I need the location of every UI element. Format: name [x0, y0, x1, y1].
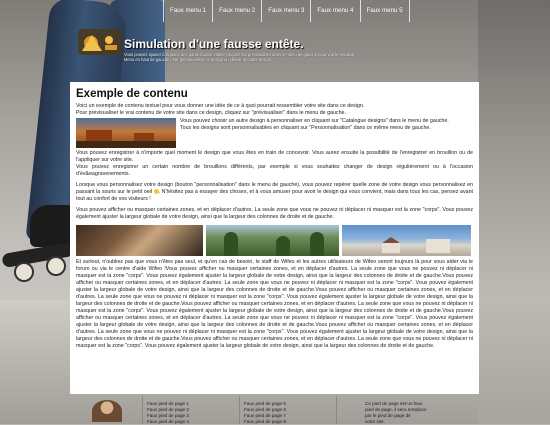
intro-paragraph-2: Pour prévisualiser le vrai contenu de votre site dans ce design, cliquez sur "prévisualiser" dans le menu de gauche.	[76, 109, 346, 116]
footer-note-line: Ce pied de page est un faux	[365, 401, 423, 406]
footer-note-line: pied de page, il sera remplacé	[365, 406, 427, 412]
image-side-text-1: Vous pouvez choisir un autre design à personnaliser en cliquant sur "Catalogue designs" dans le menu de gauche.	[180, 117, 449, 124]
header-subtitle	[124, 52, 424, 62]
gallery-image-2	[206, 225, 339, 256]
footer-column-3	[336, 396, 435, 424]
tree-shape	[310, 232, 324, 256]
tree-shape	[224, 232, 238, 256]
footer-link[interactable]: Faux pied de page 4	[147, 418, 189, 424]
background-wheel	[46, 256, 66, 276]
logo-icon	[78, 29, 122, 55]
nav-item-2[interactable]: Faux menu 2	[212, 0, 261, 22]
background-wheel	[14, 262, 34, 282]
nav-item-5[interactable]: Faux menu 5	[360, 0, 410, 22]
footer	[70, 396, 479, 424]
desert-image	[76, 118, 176, 148]
move-paragraph: Vous pouvez afficher ou masquer certaines zones, et en déplacer d'autres. La seule zone que vous ne pouvez ni déplacer ni masquer est la zone "corps". Vous pouvez également ajuster la largeur globale de votre design, ainsi que la largeur des colonnes de droite et de gauche.	[76, 206, 473, 220]
header-subtitle-line-2: Menu en haut de gauche pour personnaliser ce design ou choisir un autre design.	[124, 57, 273, 63]
ground-shape	[76, 141, 176, 148]
customize-paragraph-a: Lorsque vous personnalisez votre design (bouton "personnalisation" dans le menu de gauche), vous pouvez repérer quelle zone de votre design vous personnalisez en passant la souris sur le petit oeil	[76, 181, 473, 195]
top-nav	[163, 0, 410, 22]
tree-shape	[276, 236, 290, 256]
footer-link[interactable]: Faux pied de page 3	[147, 412, 189, 418]
intro-paragraph-1: Voici un exemple de contenu textuel pour vous donner une idée de ce à quoi pourrait ressembler votre site dans ce design.	[76, 103, 365, 109]
footer-note-line: votre site.	[365, 418, 385, 424]
header-subtitle-line-1: Vous pouvez ajouter à la place une partie fausse entête (cliquez sur prévisualiser dans le menu de gauche pour voir le résultat).	[124, 52, 356, 57]
save-paragraph-1: Vous pouvez enregistrer à n'importe quel moment le design que vous êtes en train de concevoir. Vous aurez ensuite la possibilité de l'enregistrer en brouillon ou de l'appliquer sur votre site.	[76, 149, 473, 163]
image-side-text-2: Tous les designs sont personnalisables en cliquant sur "Personnalisation" dans ce même menu de gauche.	[180, 124, 431, 131]
save-paragraph-2: Vous pouvez enregistrer un certain nombre de brouillons différents, par exemple si vous souhaitez changer de design régulièrement ou à l'occasion d'év&eagravenements.	[76, 163, 473, 177]
footer-column-1	[142, 396, 239, 424]
house-shape	[426, 239, 450, 253]
footer-link[interactable]: Faux pied de page 8	[244, 418, 286, 424]
footer-avatar-image	[92, 400, 122, 422]
content-body	[70, 82, 479, 394]
footer-link[interactable]: Faux pied de page 2	[147, 406, 189, 412]
roof-shape	[382, 237, 400, 243]
footer-link[interactable]: Faux pied de page 1	[147, 401, 189, 406]
gallery-image-1	[76, 225, 203, 256]
nav-item-3[interactable]: Faux menu 3	[261, 0, 310, 22]
nav-item-1[interactable]: Faux menu 1	[163, 0, 212, 22]
customize-paragraph-b: . N'hésitez pas à essayer des choses, et à vous amuser pour avoir le design qui vous convient, mais dans tous les cas, pensez avant tout au confort de vos visiteurs !	[76, 188, 473, 202]
footer-note-line: par le pied de page de	[365, 412, 411, 418]
nav-item-4[interactable]: Faux menu 4	[310, 0, 359, 22]
gallery-image-3	[342, 225, 471, 256]
house-shape	[382, 242, 400, 253]
page-title: Exemple de contenu	[76, 88, 188, 100]
long-paragraph: Et surtout, n'oubliez pas que vous n'êtes pas seul, et qu'en cas de besoin, le staff de Wifeo et les autres utilisateurs de Wifeo seront toujours là pour vous aider via le forum ou via le centre d'aide Wifeo !Vous pouvez afficher ou masquer certaines zones, et en déplacer d'autres. La seule zone que vous ne pouvez ni déplacer ni masquer est la zone "corps". Vous pouvez également ajuster la largeur globale de votre design, ainsi que la largeur des colonnes de droite et de gauche.Vous pouvez afficher ou masquer certaines zones, et en déplacer d'autres. La seule zone que vous ne pouvez ni déplacer ni masquer est la zone "corps". Vous pouvez également ajuster la largeur globale de votre design, ainsi que la largeur des colonnes de droite et de gauche.Vous pouvez afficher ou masquer certaines zones, et en déplacer d'autres. La seule zone que vous ne pouvez ni déplacer ni masquer est la zone "corps". Vous pouvez également ajuster la largeur globale de votre design, ainsi que la largeur des colonnes de droite et de gauche.Vous pouvez afficher ou masquer certaines zones, et en déplacer d'autres. La seule zone que vous ne pouvez ni déplacer ni masquer est la zone "corps". Vous pouvez également ajuster la largeur globale de votre design, ainsi que la largeur des colonnes de droite et de gauche.Vous pouvez afficher ou masquer certaines zones, et en déplacer d'autres. La seule zone que vous ne pouvez ni déplacer ni masquer est la zone "corps". Vous pouvez également ajuster la largeur globale de votre design, ainsi que la largeur des colonnes de droite et de gauche.Vous pouvez afficher ou masquer certaines zones, et en déplacer d'autres. La seule zone que vous ne pouvez ni déplacer ni masquer est la zone "corps". Vous pouvez également ajuster la largeur globale de votre design, ainsi que la largeur des colonnes de droite et de gauche.Vous pouvez afficher ou masquer certaines zones, et en déplacer d'autres. La seule zone que vous ne pouvez ni déplacer ni masquer est la zone "corps". Vous pouvez également ajuster la largeur globale de votre design, ainsi que la largeur des colonnes de droite et de gauche.	[76, 258, 473, 349]
footer-column-2	[239, 396, 336, 424]
footer-link[interactable]: Faux pied de page 7	[244, 412, 286, 418]
customize-paragraph	[76, 182, 473, 203]
footer-link[interactable]: Faux pied de page 6	[244, 406, 286, 412]
image-text-block	[76, 118, 473, 148]
image-gallery	[76, 225, 473, 256]
footer-link[interactable]: Faux pied de page 5	[244, 401, 286, 406]
header-title: Simulation d'une fausse entête.	[124, 37, 304, 51]
background-right-wall	[478, 0, 550, 424]
image-side-text	[180, 118, 449, 148]
